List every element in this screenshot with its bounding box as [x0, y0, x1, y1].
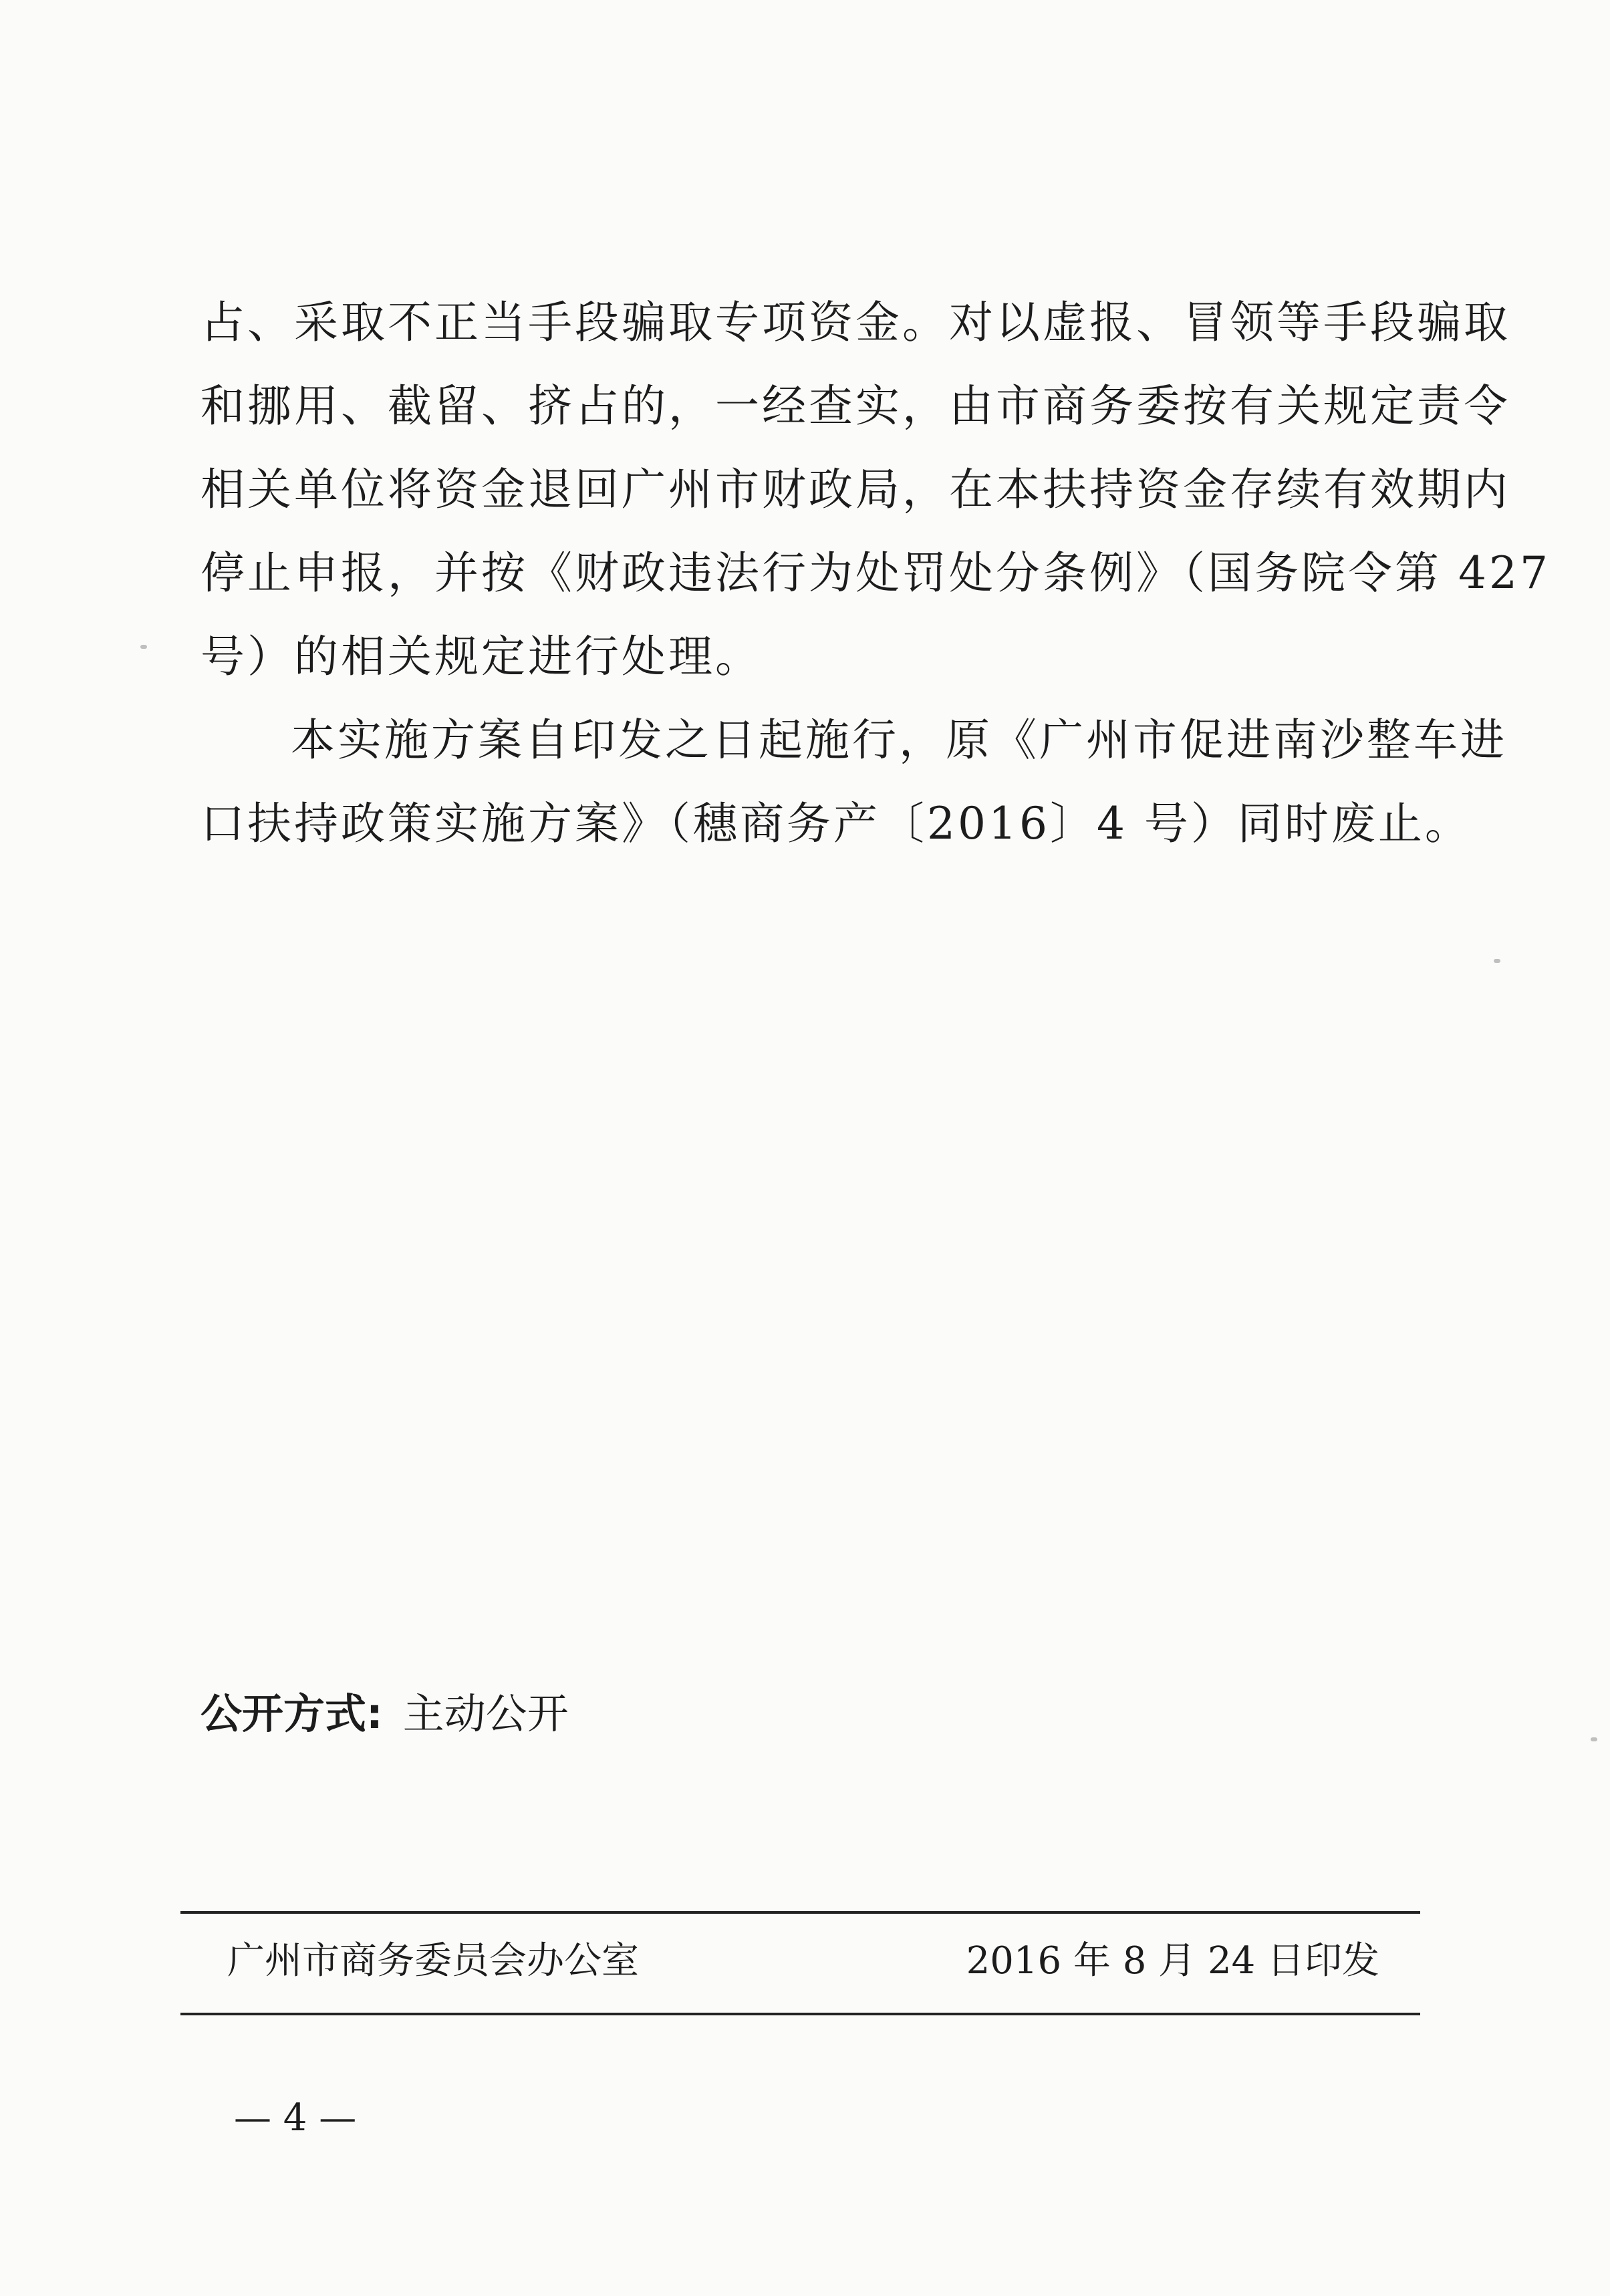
footer-top-rule [180, 1911, 1420, 1914]
body-line: 停止申报，并按《财政违法行为处罚处分条例》（国务院令第 427 [200, 547, 1551, 599]
issue-date: 2016 年 8 月 24 日印发 [966, 1939, 1379, 1983]
footer-bottom-rule [180, 2013, 1420, 2015]
closing-line: 本实施方案自印发之日起施行，原《广州市促进南沙整车进 [291, 714, 1507, 766]
disclosure-label: 公开方式: [200, 1689, 383, 1738]
document-body [200, 281, 1551, 865]
scan-speck [140, 645, 147, 649]
disclosure-value: 主动公开 [402, 1689, 569, 1738]
scan-speck [1591, 1737, 1597, 1741]
disclosure-line [200, 1684, 569, 1744]
body-line: 相关单位将资金退回广州市财政局，在本扶持资金存续有效期内 [200, 464, 1510, 515]
closing-line: 口扶持政策实施方案》（穗商务产〔2016〕4 号）同时废止。 [200, 798, 1472, 849]
body-line: 占、采取不正当手段骗取专项资金。对以虚报、冒领等手段骗取 [200, 297, 1510, 348]
scan-speck [1494, 959, 1500, 963]
issuer-name: 广州市商务委员会办公室 [227, 1939, 639, 1983]
page-number: — 4 — [234, 2096, 357, 2140]
body-line: 号）的相关规定进行处理。 [200, 631, 762, 682]
body-line: 和挪用、截留、挤占的，一经查实，由市商务委按有关规定责令 [200, 380, 1510, 432]
